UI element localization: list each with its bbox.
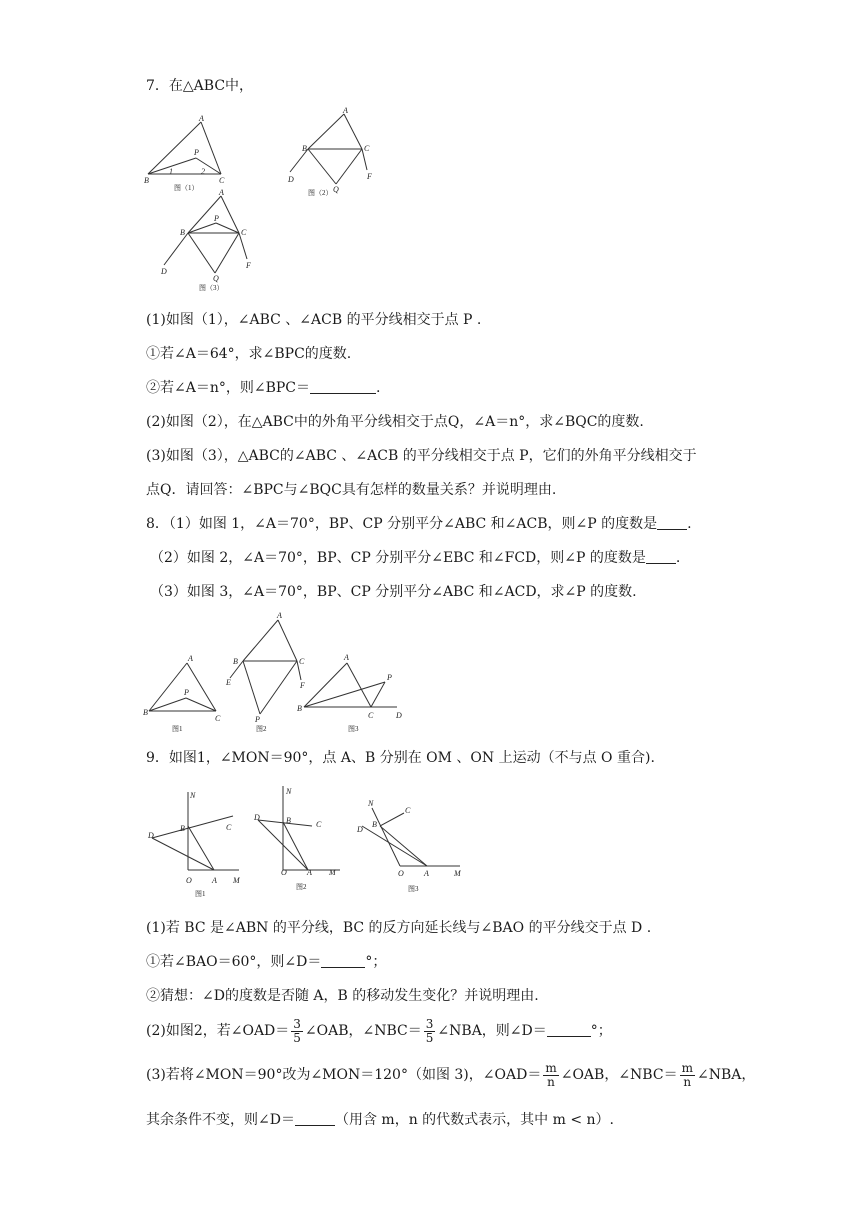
label-f: F <box>246 261 251 270</box>
label-c: C <box>405 806 411 815</box>
label-n: N <box>190 791 196 800</box>
fraction: $\frac{m}{n}$ <box>545 1060 557 1089</box>
label-d: D <box>396 711 402 720</box>
label-p: P <box>194 148 199 157</box>
label-c: C <box>368 711 374 720</box>
q8-part-3: （3）如图 3，∠A＝70°，BP、CP 分别平分∠ABC 和∠ACD，求∠P 的度数. <box>150 584 637 600</box>
label-b: B <box>286 816 291 825</box>
caption-fig-2: 图（2） <box>308 189 333 197</box>
answer-blank <box>321 953 365 968</box>
label-b: B <box>297 704 302 713</box>
label-a: A <box>344 653 349 662</box>
label-e: E <box>226 678 231 687</box>
label-a: A <box>277 611 282 620</box>
label-o: O <box>281 868 287 877</box>
label-a: A <box>219 188 224 197</box>
q7-part-3-line-2: 点Q．请回答：∠BPC与∠BQC具有怎样的数量关系？并说明理由. <box>146 482 557 498</box>
label-b: B <box>180 228 185 237</box>
label-d: D <box>357 825 363 834</box>
fraction: $\frac{3}{5}$ <box>293 1016 301 1045</box>
label-n: N <box>368 799 374 808</box>
label-c: C <box>241 228 247 237</box>
label-f: F <box>300 681 305 690</box>
label-b: B <box>302 144 307 153</box>
answer-blank <box>646 549 676 564</box>
label-2: 2 <box>201 167 205 176</box>
caption-fig-8-2: 图2 <box>256 725 267 733</box>
label-b: B <box>372 820 377 829</box>
label-c: C <box>226 823 232 832</box>
q9-figure-2 <box>250 782 350 900</box>
q9-figure-3 <box>352 796 472 896</box>
label-c: C <box>364 144 370 153</box>
label-b: B <box>180 824 185 833</box>
label-b: B <box>233 657 238 666</box>
answer-blank <box>657 515 687 530</box>
q9-part-1a: ①若∠BAO＝60°，则∠D＝ °； <box>146 954 387 970</box>
label-f: F <box>367 172 372 181</box>
label-q: Q <box>213 274 219 283</box>
label-a: A <box>212 876 217 885</box>
q7-part-2: (2)如图（2），在△ABC中的外角平分线相交于点Q，∠A＝n°，求∠BQC的度数. <box>146 414 644 430</box>
label-a: A <box>424 869 429 878</box>
answer-blank <box>547 1022 591 1037</box>
caption-fig-3: 图（3） <box>199 284 224 292</box>
label-q: Q <box>333 185 339 194</box>
q7-part-1b: ②若∠A＝n°，则∠BPC＝ . <box>146 380 381 396</box>
q7-figure-3 <box>155 185 260 293</box>
label-p: P <box>214 214 219 223</box>
q8-figure-3 <box>293 650 413 735</box>
label-p: P <box>184 688 189 697</box>
q9-part-1: (1)若 BC 是∠ABN 的平分线，BC 的反方向延长线与∠BAO 的平分线交于点 D . <box>146 920 652 936</box>
label-c: C <box>316 820 322 829</box>
q9-part-1b: ②猜想：∠D的度数是否随 A，B 的移动发生变化？并说明理由. <box>146 988 539 1004</box>
label-d: D <box>148 831 154 840</box>
caption-fig-8-1: 图1 <box>172 725 183 733</box>
answer-blank <box>310 379 376 394</box>
q9-figure-1 <box>144 782 249 900</box>
q7-figure-1 <box>140 112 235 194</box>
label-m: M <box>329 868 336 877</box>
caption-fig-8-3: 图3 <box>348 725 359 733</box>
fraction: $\frac{3}{5}$ <box>425 1016 434 1045</box>
q7-part-1: (1)如图（1），∠ABC 、∠ACB 的平分线相交于点 P . <box>146 312 482 328</box>
q9-part-3-line-2: 其余条件不变，则∠D＝ （用含 m，n 的代数式表示，其中 m < n）. <box>146 1112 614 1128</box>
q7-figure-2 <box>282 104 382 199</box>
label-b: B <box>144 176 149 185</box>
q9-title: 9．如图1，∠MON＝90°，点 A、B 分别在 OM 、ON 上运动（不与点 O 重合). <box>146 750 655 766</box>
fraction: $\frac{m}{n}$ <box>681 1060 693 1089</box>
label-p: P <box>255 715 260 724</box>
label-b: B <box>143 708 148 717</box>
label-1: 1 <box>169 167 173 176</box>
q7-part-1a: ①若∠A＝64°，求∠BPC的度数. <box>146 346 352 362</box>
label-m: M <box>233 876 240 885</box>
label-m: M <box>454 869 461 878</box>
answer-blank <box>295 1111 335 1126</box>
label-c: C <box>219 176 225 185</box>
label-a: A <box>188 654 193 663</box>
label-a: A <box>343 106 348 115</box>
q8-part-2: （2）如图 2，∠A＝70°，BP、CP 分别平分∠EBC 和∠FCD，则∠P 的度数是 . <box>150 550 681 566</box>
caption-fig-1: 图（1） <box>174 184 199 192</box>
label-d: D <box>161 267 167 276</box>
label-o: O <box>186 876 192 885</box>
caption-fig-9-3: 图3 <box>408 885 419 893</box>
caption-fig-9-1: 图1 <box>195 890 206 898</box>
label-a: A <box>307 868 312 877</box>
label-n: N <box>286 787 292 796</box>
label-o: O <box>398 869 404 878</box>
q7-part-3-line-1: (3)如图（3），△ABC的∠ABC 、∠ACB 的平分线相交于点 P，它们的外角平分线相交于 <box>146 448 697 464</box>
q9-part-2: (2)如图2，若∠OAD＝ $\frac{3}{5}$ ∠OAB，∠NBC＝ $\frac{3}{5}$ ∠NBA，则∠D＝ °； <box>146 1016 612 1045</box>
q8-part-1: 8．（1）如图 1，∠A＝70°，BP、CP 分别平分∠ABC 和∠ACB，则∠P 的度数是 . <box>146 516 692 532</box>
label-d: D <box>288 175 294 184</box>
caption-fig-9-2: 图2 <box>296 883 307 891</box>
label-c: C <box>215 714 221 723</box>
q7-title: 7．在△ABC中， <box>146 78 254 94</box>
label-p: P <box>387 673 392 682</box>
label-d: D <box>254 813 260 822</box>
q8-figure-1 <box>140 650 225 735</box>
q9-part-3: (3)若将∠MON＝90°改为∠MON＝120°（如图 3)，∠OAD＝ $\frac{m}{n}$ ∠OAB，∠NBC＝ $\frac{m}{n}$ ∠NBA， <box>146 1060 756 1089</box>
label-a: A <box>199 114 204 123</box>
label-c: C <box>299 657 305 666</box>
